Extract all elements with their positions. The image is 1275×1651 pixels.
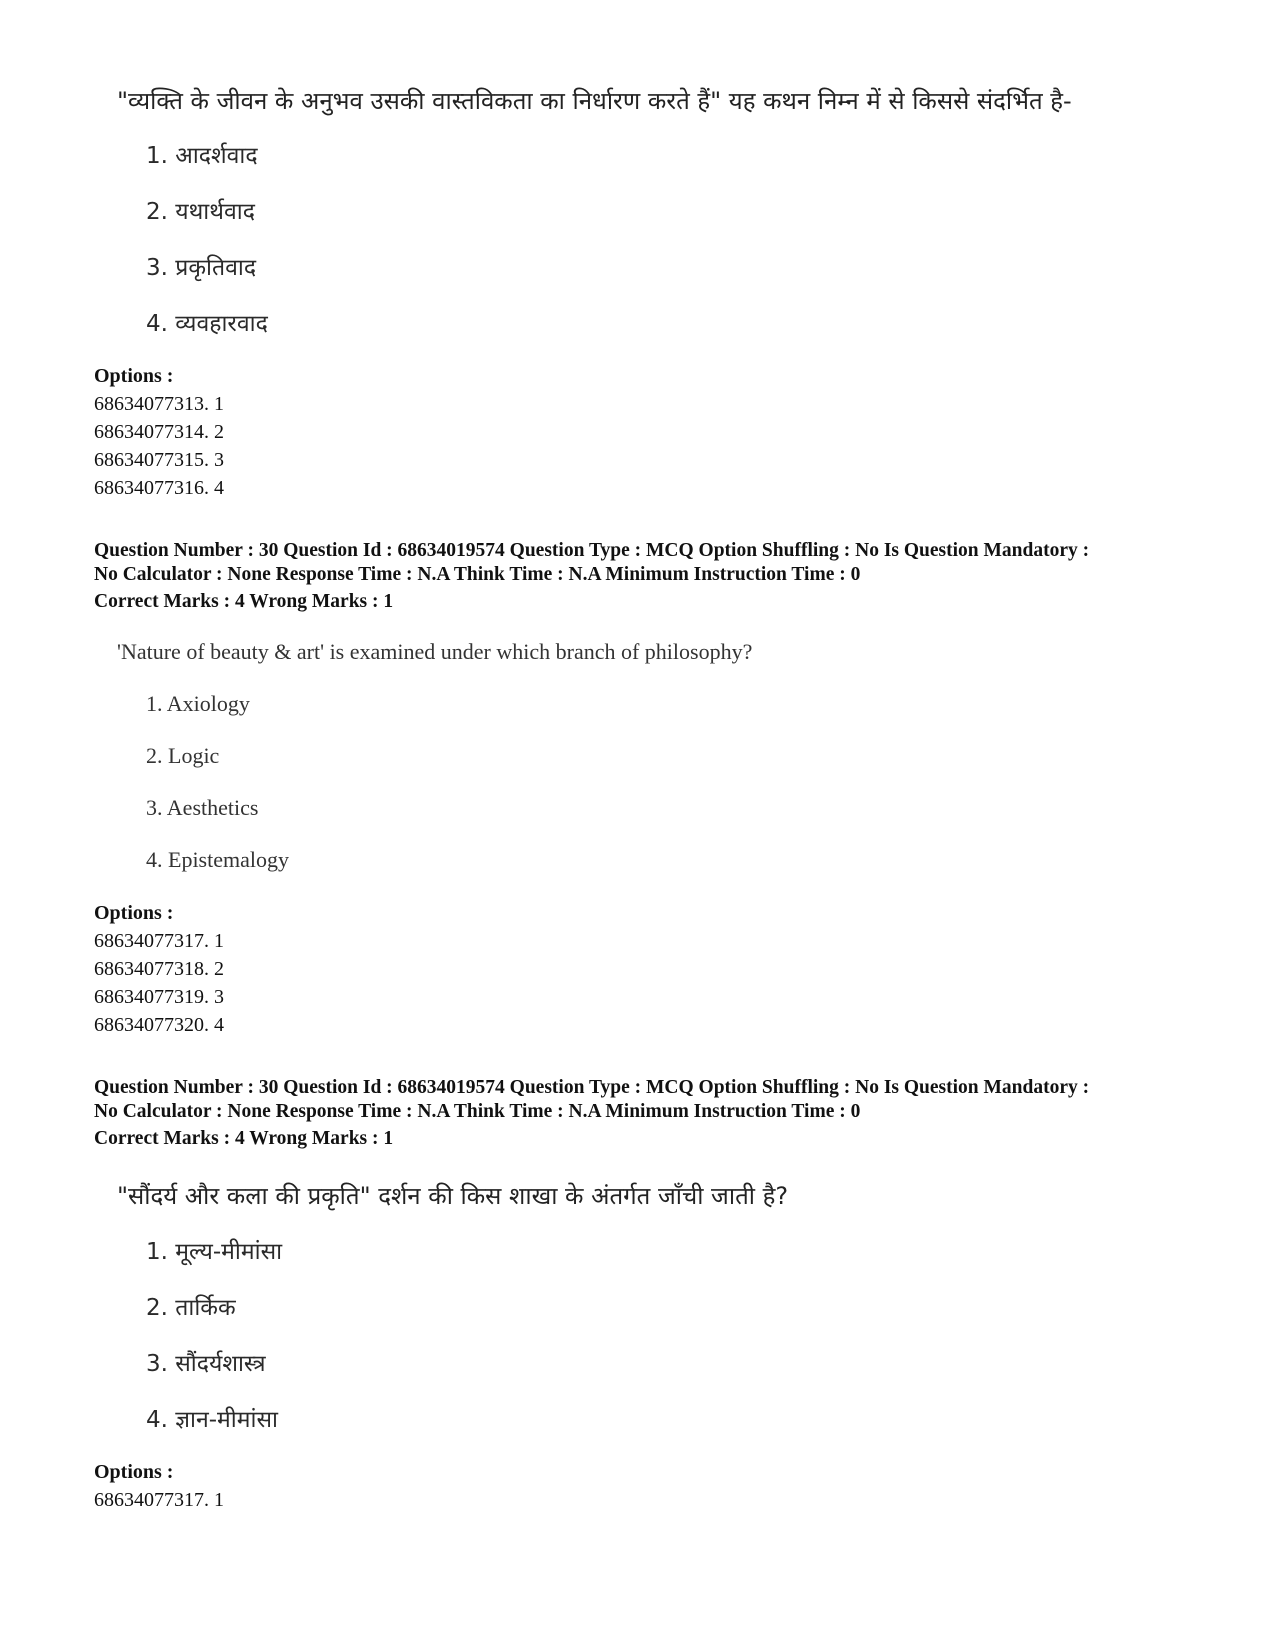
question-text-english: 'Nature of beauty & art' is examined under which branch of philosophy? — [117, 639, 753, 664]
option-id-line: 68634077315. 3 — [94, 449, 224, 471]
question-meta-line-1: Question Number : 30 Question Id : 68634019574 Question Type : MCQ Option Shuffling : No Is Question Mandatory : — [94, 1077, 1090, 1098]
option-id-line: 68634077320. 4 — [94, 1014, 224, 1036]
question-meta-line-2: No Calculator : None Response Time : N.A Think Time : N.A Minimum Instruction Time : 0 — [94, 1101, 861, 1122]
options-heading: Options : — [94, 365, 174, 387]
option-id-line: 68634077313. 1 — [94, 393, 224, 415]
option-id-line: 68634077314. 2 — [94, 421, 224, 443]
options-heading: Options : — [94, 902, 174, 924]
choice-1: 1. आदर्शवाद — [146, 143, 258, 169]
question-marks-line: Correct Marks : 4 Wrong Marks : 1 — [94, 591, 394, 612]
choice-1: 1. Axiology — [146, 691, 250, 716]
choice-4: 4. Epistemalogy — [146, 847, 289, 872]
choice-2: 2. Logic — [146, 743, 220, 768]
question-text-hindi-1: "व्यक्ति के जीवन के अनुभव उसकी वास्तविकता का निर्धारण करते हैं" यह कथन निम्न में से किससे संदर्भित है- — [117, 87, 1072, 115]
choice-2: 2. यथार्थवाद — [146, 199, 255, 225]
choice-3: 3. Aesthetics — [146, 795, 259, 820]
choice-1: 1. मूल्य-मीमांसा — [146, 1239, 283, 1265]
question-text-hindi-2: "सौंदर्य और कला की प्रकृति" दर्शन की किस शाखा के अंतर्गत जाँची जाती है? — [117, 1182, 789, 1210]
question-marks-line: Correct Marks : 4 Wrong Marks : 1 — [94, 1128, 394, 1149]
option-id-line: 68634077319. 3 — [94, 986, 224, 1008]
question-meta-line-2: No Calculator : None Response Time : N.A Think Time : N.A Minimum Instruction Time : 0 — [94, 564, 861, 585]
choice-3: 3. सौंदर्यशास्त्र — [146, 1351, 266, 1377]
option-id-line: 68634077317. 1 — [94, 1489, 224, 1511]
options-heading: Options : — [94, 1461, 174, 1483]
choice-2: 2. तार्किक — [146, 1295, 236, 1321]
choice-4: 4. ज्ञान-मीमांसा — [146, 1407, 278, 1433]
option-id-line: 68634077317. 1 — [94, 930, 224, 952]
option-id-line: 68634077316. 4 — [94, 477, 224, 499]
option-id-line: 68634077318. 2 — [94, 958, 224, 980]
choice-4: 4. व्यवहारवाद — [146, 311, 268, 337]
choice-3: 3. प्रकृतिवाद — [146, 255, 257, 281]
question-meta-line-1: Question Number : 30 Question Id : 68634019574 Question Type : MCQ Option Shuffling : No Is Question Mandatory : — [94, 540, 1090, 561]
